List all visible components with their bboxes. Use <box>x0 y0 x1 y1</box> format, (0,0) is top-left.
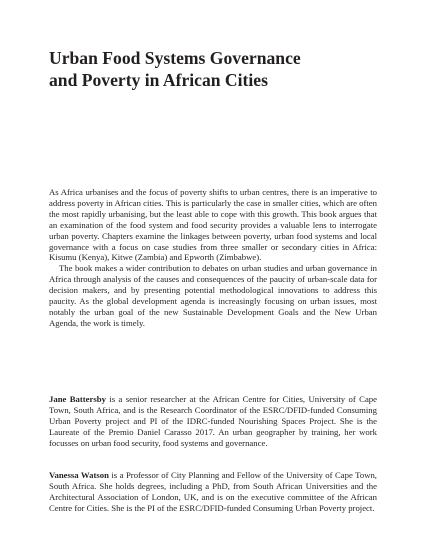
book-title <box>49 48 389 91</box>
author-name-1: Jane Battersby <box>49 394 106 404</box>
author-bio-1-paragraph <box>49 394 377 449</box>
author-name-2: Vanessa Watson <box>49 470 109 480</box>
author-bio-1 <box>49 394 377 449</box>
author-bio-2 <box>49 470 377 514</box>
book-description <box>49 187 377 329</box>
description-paragraph-1: As Africa urbanises and the focus of poverty shifts to urban centres, there is an imperative to address poverty in African cities. This is particularly the case in smaller cities, which are often the most rapidly urbanising, but the least able to cope with this growth. This book argues that an examination of the food system and food security provides a valuable lens to interrogate urban poverty. Chapters examine the linkages between poverty, urban food systems and local governance with a focus on case studies from three smaller or secondary cities in Africa: Kisumu (Kenya), Kitwe (Zambia) and Epworth (Zimbabwe). <box>49 187 377 263</box>
description-paragraph-2: The book makes a wider contribution to debates on urban studies and urban governance in Africa through analysis of the causes and consequences of the paucity of urban-scale data for decision makers, and by presenting potential methodological innovations to address this paucity. As the global development agenda is increasingly focusing on urban issues, most notably the urban goal of the new Sustainable Development Goals and the New Urban Agenda, the work is timely. <box>49 263 377 328</box>
author-bio-2-text: is a Professor of City Planning and Fellow of the University of Cape Town, South Africa. She holds degrees, including a PhD, from South African Universities and the Architectural Association of London, UK, and is on the executive committee of the African Centre for Cities. She is the PI of the ESRC/DFID-funded Consuming Urban Poverty project. <box>49 470 377 513</box>
author-bio-2-paragraph <box>49 470 377 514</box>
book-title-line-2: and Poverty in African Cities <box>49 69 268 90</box>
author-bio-1-text: is a senior researcher at the African Centre for Cities, University of Cape Town, South Africa, and is the Research Coordinator of the ESRC/DFID-funded Consuming Urban Poverty project and PI of the IDRC-funded Nourishing Spaces Project. She is the Laureate of the Premio Daniel Carasso 2017. An urban geographer by training, her work focusses on urban food security, food systems and governance. <box>49 394 377 448</box>
book-title-line-1: Urban Food Systems Governance <box>49 48 301 68</box>
